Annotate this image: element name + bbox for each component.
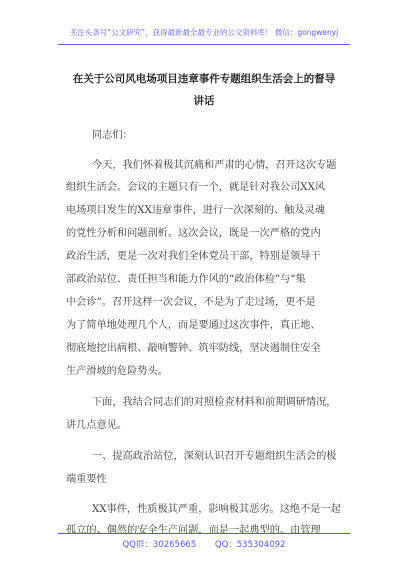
body-line: 中会诊”。召开这样一次会议，不是为了走过场，更不是 [66,297,316,308]
body-line: 彻底地挖出病根、敲响警钟、筑牢防线，坚决遏制住安全 [66,343,321,354]
footer-qq-group: QQ群：30265665 [122,540,197,550]
body-line: 组织生活会。会议的主题只有一个，就是针对我公司XX风 [66,182,326,193]
body-line: 电场项目发生的XX违章事件，进行一次深刻的、触及灵魂 [66,205,326,216]
header-banner: 关注头条号“公文研究”，获得最新最全最专业的公文资料库！ 微信：gongwenyj [69,28,339,37]
body-line: 的党性分析和问题剖析。这次会议，既是一次严格的党内 [66,228,321,239]
footer-qq: QQ：535304092 [214,540,286,550]
body-line: 部政治站位、责任担当和能力作风的“政治体检”与“集 [66,274,306,285]
body-line: 讲几点意见。 [66,420,128,431]
document-title-line-1: 在关于公司风电场项目违章事件专题组织生活会上的督导 [72,73,336,85]
body-line: 政治生活，更是一次对我们全体党员干部，特别是领导干 [66,251,321,262]
salutation: 同志们： [92,130,133,141]
body-line: 下面，我结合同志们的对照检查材料和前期调研情况， [92,397,337,408]
body-line: 生产滑坡的危险势头。 [66,366,168,377]
header-divider [58,44,350,45]
body-line: XX事件，性质极其严重，影响极其恶劣。这绝不是一起 [92,504,341,515]
body-line: 为了简单地处理几个人，而是要通过这次事件，真正地、 [66,320,321,331]
document-title-line-2: 讲话 [193,95,215,107]
section-heading-line: 端重要性 [66,474,107,485]
footer-contact [0,538,408,550]
section-heading-line: 一、提高政治站位，深刻认识召开专题组织生活会的极 [92,451,337,462]
body-line: 孤立的、偶然的安全生产问题，而是一起典型的、由管理 [66,525,321,536]
footer-divider [58,533,350,534]
body-line: 今天，我们怀着极其沉痛和严肃的心情，召开这次专题 [92,160,337,171]
